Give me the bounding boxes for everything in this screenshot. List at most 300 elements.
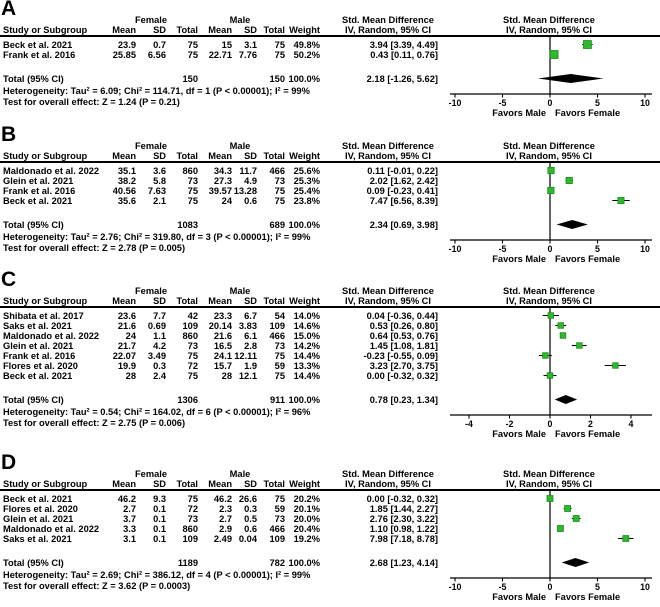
cell-smd_text: 0.64 [0.53, 0.76]	[369, 331, 438, 341]
cell-smd_text: 0.09 [-0.23, 0.41]	[366, 186, 438, 196]
total-label: Total (95% CI)	[3, 395, 64, 405]
axis-tick-label: 10	[640, 98, 650, 108]
axis-tick-label: -4	[465, 419, 473, 429]
cell-smd_text: -0.23 [-0.55, 0.09]	[363, 351, 438, 361]
panel-label: C	[1, 268, 17, 291]
cell-weight: 25.3%	[293, 176, 320, 186]
cell-m_sd: 3.83	[238, 321, 257, 331]
cell-m_mean: 21.6	[213, 331, 232, 341]
cell-f_mean: 24	[125, 331, 136, 341]
axis-tick-label: 5	[595, 582, 600, 592]
effect-square	[560, 333, 566, 339]
cell-m_mean: 2.7	[219, 514, 232, 524]
cell-m_mean: 2.9	[219, 524, 232, 534]
effect-square	[547, 496, 553, 502]
male-group-header: Male	[229, 14, 251, 25]
study-name: Saks et al. 2021	[3, 534, 72, 544]
cell-smd_text: 7.98 [7.18, 8.78]	[369, 534, 438, 544]
cell-smd_text: 0.43 [0.11, 0.76]	[370, 50, 438, 60]
cell-f_mean: 35.6	[117, 196, 136, 206]
cell-f_mean: 28	[125, 371, 136, 381]
cell-f_sd: 0.1	[153, 534, 166, 544]
cell-m_total: 75	[274, 186, 285, 196]
cell-m_mean: 24.1	[213, 351, 232, 361]
cell-smd_text: 3.23 [2.70, 3.75]	[369, 361, 438, 371]
total-m-total: 782	[269, 558, 285, 568]
header-rule	[0, 306, 660, 308]
cell-m_sd: 7.76	[238, 50, 257, 60]
smd-plot-header: Std. Mean Difference	[503, 468, 595, 479]
iv-column-header: IV, Random, 95% CI	[345, 295, 431, 306]
cell-f_total: 73	[187, 514, 198, 524]
cell-f_sd: 0.69	[147, 321, 166, 331]
favors-male-label: Favors Male	[492, 428, 546, 439]
axis-tick-label: -10	[448, 582, 462, 592]
cell-f_sd: 0.1	[153, 504, 166, 514]
effect-square	[547, 373, 553, 379]
cell-m_mean: 23.3	[213, 311, 232, 321]
cell-m_sd: 3.1	[244, 40, 257, 50]
sd-column-header: SD	[153, 24, 166, 35]
cell-m_sd: 0.6	[244, 524, 257, 534]
effect-square	[583, 41, 591, 49]
cell-f_sd: 6.56	[147, 50, 166, 60]
cell-smd_text: 2.76 [2.30, 3.22]	[369, 514, 438, 524]
cell-f_sd: 0.3	[153, 361, 166, 371]
cell-smd_text: 3.94 [3.39, 4.49]	[369, 40, 438, 50]
iv-column-header: IV, Random, 95% CI	[345, 150, 431, 161]
cell-f_sd: 7.7	[153, 311, 166, 321]
cell-weight: 14.2%	[293, 341, 320, 351]
total-f-total: 1189	[177, 558, 198, 568]
cell-smd_text: 0.04 [-0.36, 0.44]	[366, 311, 438, 321]
cell-f_total: 75	[187, 351, 198, 361]
cell-f_total: 860	[182, 524, 198, 534]
cell-smd_text: 1.45 [1.08, 1.81]	[369, 341, 438, 351]
cell-m_sd: 26.6	[238, 494, 257, 504]
cell-m_mean: 2.3	[219, 504, 232, 514]
cell-f_sd: 1.1	[153, 331, 166, 341]
weight-column-header: Weight	[289, 478, 320, 489]
cell-smd_text: 1.85 [1.44, 2.27]	[369, 504, 438, 514]
overall-effect-text: Test for overall effect: Z = 2.75 (P = 0.006)	[3, 417, 186, 428]
total-column-header: Total	[263, 24, 285, 35]
cell-f_mean: 25.85	[112, 50, 136, 60]
cell-f_mean: 21.7	[117, 341, 136, 351]
axis-tick-label: 0	[547, 582, 553, 592]
cell-m_mean: 34.3	[213, 166, 232, 176]
total-diamond	[557, 220, 588, 229]
total-m-total: 150	[269, 74, 285, 84]
cell-smd_text: 0.11 [-0.01, 0.22]	[367, 166, 438, 176]
cell-m_mean: 46.2	[213, 494, 232, 504]
mean-column-header: Mean	[208, 24, 232, 35]
smd-column-header: Std. Mean Difference	[342, 140, 434, 151]
heterogeneity-text: Heterogeneity: Tau² = 2.69; Chi² = 386.12, df = 4 (P < 0.00001); I² = 99%	[3, 570, 311, 580]
cell-m_sd: 4.9	[244, 176, 257, 186]
smd-plot-header: Std. Mean Difference	[503, 285, 595, 296]
axis-tick-label: 5	[595, 244, 600, 254]
total-column-header: Total	[176, 150, 198, 161]
effect-square	[613, 363, 619, 369]
cell-smd_text: 0.00 [-0.32, 0.32]	[366, 371, 438, 381]
cell-f_mean: 3.7	[123, 514, 136, 524]
male-group-header: Male	[229, 285, 251, 296]
effect-square	[577, 343, 583, 349]
smd-column-header: Std. Mean Difference	[342, 14, 434, 25]
overall-effect-text: Test for overall effect: Z = 3.62 (P = 0.0003)	[3, 580, 191, 591]
cell-smd_text: 2.02 [1.62, 2.42]	[369, 176, 438, 186]
cell-weight: 13.3%	[293, 361, 320, 371]
smd-column-header: Std. Mean Difference	[342, 468, 434, 479]
total-column-header: Total	[176, 295, 198, 306]
total-smd: 2.34 [0.69, 3.98]	[369, 220, 438, 230]
cell-f_total: 75	[187, 196, 198, 206]
cell-f_total: 860	[182, 166, 198, 176]
female-group-header: Female	[134, 14, 168, 25]
cell-f_total: 72	[187, 361, 198, 371]
mean-column-header: Mean	[112, 295, 136, 306]
favors-female-label: Favors Female	[555, 428, 621, 439]
cell-m_sd: 13.28	[233, 186, 257, 196]
panel-label: B	[1, 123, 17, 146]
study-name: Glein et al. 2021	[3, 514, 74, 524]
total-smd: 0.78 [0.23, 1.34]	[369, 395, 438, 405]
mean-column-header: Mean	[112, 150, 136, 161]
cell-m_sd: 6.7	[244, 311, 257, 321]
cell-f_sd: 3.49	[147, 351, 166, 361]
effect-square	[543, 353, 549, 359]
cell-smd_text: 0.00 [-0.32, 0.32]	[366, 494, 438, 504]
sd-column-header: SD	[153, 478, 166, 489]
axis-tick-label: -10	[448, 244, 462, 254]
total-label: Total (95% CI)	[3, 558, 64, 568]
smd-plot-header: Std. Mean Difference	[503, 140, 595, 151]
total-weight: 100.0%	[288, 558, 320, 568]
cell-m_sd: 0.6	[244, 196, 257, 206]
iv-column-header: IV, Random, 95% CI	[345, 24, 431, 35]
cell-m_total: 73	[274, 341, 285, 351]
axis-tick-label: -5	[498, 582, 507, 592]
favors-female-label: Favors Female	[555, 107, 621, 118]
cell-m_sd: 2.8	[244, 341, 257, 351]
cell-f_mean: 3.1	[123, 534, 136, 544]
study-name: Frank et al. 2016	[3, 50, 76, 60]
total-column-header: Total	[263, 150, 285, 161]
study-name: Flores et al. 2020	[3, 504, 78, 514]
cell-weight: 20.2%	[293, 494, 320, 504]
effect-square	[557, 526, 563, 532]
total-m-total: 911	[270, 395, 285, 405]
cell-f_mean: 23.6	[117, 311, 136, 321]
cell-smd_text: 0.53 [0.26, 0.80]	[369, 321, 438, 331]
cell-weight: 20.1%	[293, 504, 320, 514]
study-name: Flores et al. 2020	[3, 361, 78, 371]
total-weight: 100.0%	[288, 395, 320, 405]
cell-weight: 50.2%	[293, 50, 320, 60]
cell-f_mean: 2.7	[123, 504, 136, 514]
favors-male-label: Favors Male	[492, 107, 546, 118]
cell-f_sd: 7.63	[147, 186, 166, 196]
cell-f_total: 73	[187, 341, 198, 351]
effect-square	[573, 516, 579, 522]
cell-f_mean: 3.3	[123, 524, 136, 534]
cell-m_total: 59	[274, 504, 285, 514]
cell-m_total: 54	[274, 311, 285, 321]
cell-m_total: 75	[274, 351, 285, 361]
effect-square	[550, 50, 558, 58]
study-name: Maldonado et al. 2022	[3, 524, 100, 534]
cell-m_mean: 28	[221, 371, 232, 381]
study-name: Beck et al. 2021	[3, 494, 73, 504]
total-label: Total (95% CI)	[3, 220, 64, 230]
cell-f_sd: 0.1	[153, 514, 166, 524]
cell-m_total: 73	[274, 514, 285, 524]
mean-column-header: Mean	[208, 150, 232, 161]
cell-f_total: 73	[187, 176, 198, 186]
study-name: Shibata et al. 2017	[3, 311, 84, 321]
favors-female-label: Favors Female	[555, 253, 621, 264]
cell-weight: 14.6%	[293, 321, 320, 331]
cell-m_mean: 16.5	[213, 341, 232, 351]
cell-f_sd: 5.8	[153, 176, 166, 186]
cell-m_total: 75	[274, 371, 285, 381]
mean-column-header: Mean	[112, 478, 136, 489]
cell-m_total: 109	[269, 321, 285, 331]
cell-m_mean: 39.57	[208, 186, 232, 196]
cell-weight: 49.8%	[293, 40, 320, 50]
effect-square	[548, 167, 554, 173]
total-f-total: 1083	[177, 220, 198, 230]
study-name: Beck et al. 2021	[3, 196, 73, 206]
total-diamond	[538, 74, 603, 83]
iv-plot-header: IV, Random, 95% CI	[506, 24, 592, 35]
total-smd: 2.18 [-1.26, 5.62]	[366, 74, 438, 84]
header-rule	[0, 35, 660, 37]
female-group-header: Female	[134, 140, 168, 151]
female-group-header: Female	[134, 468, 168, 479]
total-label: Total (95% CI)	[3, 74, 64, 84]
iv-plot-header: IV, Random, 95% CI	[506, 478, 592, 489]
total-column-header: Total	[176, 24, 198, 35]
study-name: Frank et al. 2016	[3, 186, 76, 196]
cell-m_mean: 27.3	[213, 176, 232, 186]
effect-square	[618, 197, 624, 203]
mean-column-header: Mean	[112, 24, 136, 35]
male-group-header: Male	[229, 468, 251, 479]
total-weight: 100.0%	[288, 74, 320, 84]
axis-tick-label: -5	[498, 98, 507, 108]
study-name: Beck et al. 2021	[3, 40, 73, 50]
mean-column-header: Mean	[208, 478, 232, 489]
cell-smd_text: 1.10 [0.98, 1.22]	[369, 524, 438, 534]
axis-tick-label: 5	[595, 98, 600, 108]
cell-m_total: 59	[274, 361, 285, 371]
cell-m_total: 466	[269, 524, 285, 534]
cell-weight: 20.4%	[293, 524, 320, 534]
cell-m_total: 73	[274, 176, 285, 186]
cell-m_mean: 2.49	[213, 534, 232, 544]
axis-tick-label: 4	[628, 419, 634, 429]
cell-f_mean: 21.6	[117, 321, 136, 331]
cell-weight: 15.0%	[293, 331, 320, 341]
favors-male-label: Favors Male	[492, 253, 546, 264]
iv-column-header: IV, Random, 95% CI	[345, 478, 431, 489]
cell-f_total: 75	[187, 371, 198, 381]
sd-column-header: SD	[244, 24, 257, 35]
cell-weight: 14.0%	[293, 311, 320, 321]
effect-square	[566, 177, 572, 183]
total-smd: 2.68 [1.23, 4.14]	[369, 558, 438, 568]
total-column-header: Total	[176, 478, 198, 489]
overall-effect-text: Test for overall effect: Z = 2.78 (P = 0.005)	[3, 242, 186, 253]
effect-square	[565, 506, 571, 512]
cell-m_total: 75	[274, 50, 285, 60]
cell-m_mean: 22.71	[208, 50, 232, 60]
forest-panel-D	[0, 451, 660, 607]
cell-f_total: 75	[187, 186, 198, 196]
axis-tick-label: 2	[588, 419, 593, 429]
axis-tick-label: 10	[640, 244, 650, 254]
study-name: Glein et al. 2021	[3, 176, 74, 186]
axis-tick-label: 10	[640, 582, 650, 592]
sd-column-header: SD	[244, 150, 257, 161]
study-column-header: Study or Subgroup	[3, 24, 88, 35]
overall-effect-text: Test for overall effect: Z = 1.24 (P = 0.21)	[3, 96, 180, 107]
panel-label: D	[1, 451, 17, 474]
study-name: Saks et al. 2021	[3, 321, 72, 331]
cell-f_sd: 9.3	[153, 494, 166, 504]
total-m-total: 689	[269, 220, 285, 230]
weight-column-header: Weight	[289, 150, 320, 161]
cell-f_sd: 2.4	[153, 371, 166, 381]
cell-m_mean: 20.14	[208, 321, 232, 331]
cell-m_sd: 0.04	[238, 534, 257, 544]
cell-weight: 20.0%	[293, 514, 320, 524]
total-column-header: Total	[263, 295, 285, 306]
axis-tick-label: -2	[505, 419, 514, 429]
cell-f_mean: 19.9	[117, 361, 136, 371]
cell-f_total: 860	[182, 331, 198, 341]
cell-f_total: 109	[182, 321, 198, 331]
cell-m_total: 75	[274, 40, 285, 50]
weight-column-header: Weight	[289, 295, 320, 306]
cell-m_sd: 0.5	[244, 514, 257, 524]
cell-weight: 25.6%	[293, 166, 320, 176]
cell-m_total: 466	[269, 331, 285, 341]
forest-panel-A	[0, 2, 660, 128]
favors-female-label: Favors Female	[555, 591, 621, 602]
female-group-header: Female	[134, 285, 168, 296]
favors-male-label: Favors Male	[492, 591, 546, 602]
study-column-header: Study or Subgroup	[3, 150, 88, 161]
cell-smd_text: 7.47 [6.56, 8.39]	[369, 196, 438, 206]
axis-tick-label: 0	[547, 244, 553, 254]
study-column-header: Study or Subgroup	[3, 478, 88, 489]
heterogeneity-text: Heterogeneity: Tau² = 2.76; Chi² = 319.80, df = 3 (P < 0.00001); I² = 99%	[3, 232, 311, 242]
total-column-header: Total	[263, 478, 285, 489]
cell-m_sd: 1.9	[244, 361, 257, 371]
study-name: Frank et al. 2016	[3, 351, 76, 361]
smd-plot-header: Std. Mean Difference	[503, 14, 595, 25]
sd-column-header: SD	[153, 150, 166, 161]
sd-column-header: SD	[244, 478, 257, 489]
study-name: Glein et al. 2021	[3, 341, 74, 351]
iv-plot-header: IV, Random, 95% CI	[506, 295, 592, 306]
cell-m_total: 466	[269, 166, 285, 176]
cell-weight: 23.8%	[293, 196, 320, 206]
cell-f_mean: 40.56	[112, 186, 136, 196]
cell-weight: 14.4%	[293, 371, 320, 381]
cell-f_sd: 2.1	[153, 196, 166, 206]
heterogeneity-text: Heterogeneity: Tau² = 6.09; Chi² = 114.71, df = 1 (P < 0.00001); I² = 99%	[3, 86, 310, 96]
cell-weight: 14.4%	[293, 351, 320, 361]
iv-plot-header: IV, Random, 95% CI	[506, 150, 592, 161]
panel-label: A	[1, 0, 17, 20]
cell-m_total: 75	[274, 196, 285, 206]
axis-tick-label: 0	[547, 419, 553, 429]
cell-f_mean: 23.9	[117, 40, 136, 50]
study-name: Maldonado et al. 2022	[3, 331, 100, 341]
cell-f_mean: 22.07	[112, 351, 136, 361]
smd-column-header: Std. Mean Difference	[342, 285, 434, 296]
cell-m_sd: 12.11	[234, 351, 257, 361]
cell-f_total: 75	[187, 50, 198, 60]
total-diamond	[555, 395, 577, 404]
cell-f_mean: 35.1	[117, 166, 136, 176]
cell-f_sd: 0.7	[153, 40, 166, 50]
effect-square	[548, 187, 554, 193]
weight-column-header: Weight	[289, 24, 320, 35]
cell-m_sd: 12.1	[238, 371, 257, 381]
effect-square	[623, 536, 629, 542]
cell-m_mean: 15.7	[213, 361, 232, 371]
cell-m_sd: 0.3	[244, 504, 257, 514]
header-rule	[0, 489, 660, 491]
cell-f_total: 75	[187, 40, 198, 50]
effect-square	[548, 313, 554, 319]
cell-f_mean: 46.2	[117, 494, 136, 504]
forest-panel-B	[0, 123, 660, 273]
total-weight: 100.0%	[288, 220, 320, 230]
axis-tick-label: -10	[448, 98, 462, 108]
total-diamond	[562, 558, 590, 567]
cell-f_sd: 4.2	[153, 341, 166, 351]
sd-column-header: SD	[153, 295, 166, 306]
cell-f_total: 42	[187, 311, 198, 321]
cell-weight: 19.2%	[293, 534, 320, 544]
cell-m_total: 75	[274, 494, 285, 504]
axis-tick-label: -5	[498, 244, 507, 254]
total-f-total: 150	[182, 74, 198, 84]
axis-tick-label: 0	[547, 98, 553, 108]
cell-weight: 25.4%	[293, 186, 320, 196]
mean-column-header: Mean	[208, 295, 232, 306]
cell-f_total: 72	[187, 504, 198, 514]
cell-m_sd: 11.7	[239, 166, 257, 176]
cell-f_sd: 3.6	[153, 166, 166, 176]
header-rule	[0, 161, 660, 163]
cell-m_sd: 6.1	[244, 331, 257, 341]
total-f-total: 1306	[177, 395, 198, 405]
sd-column-header: SD	[244, 295, 257, 306]
cell-f_total: 109	[182, 534, 198, 544]
male-group-header: Male	[229, 140, 251, 151]
study-column-header: Study or Subgroup	[3, 295, 88, 306]
cell-m_mean: 24	[221, 196, 232, 206]
cell-m_total: 109	[269, 534, 285, 544]
forest-panel-C	[0, 268, 660, 456]
